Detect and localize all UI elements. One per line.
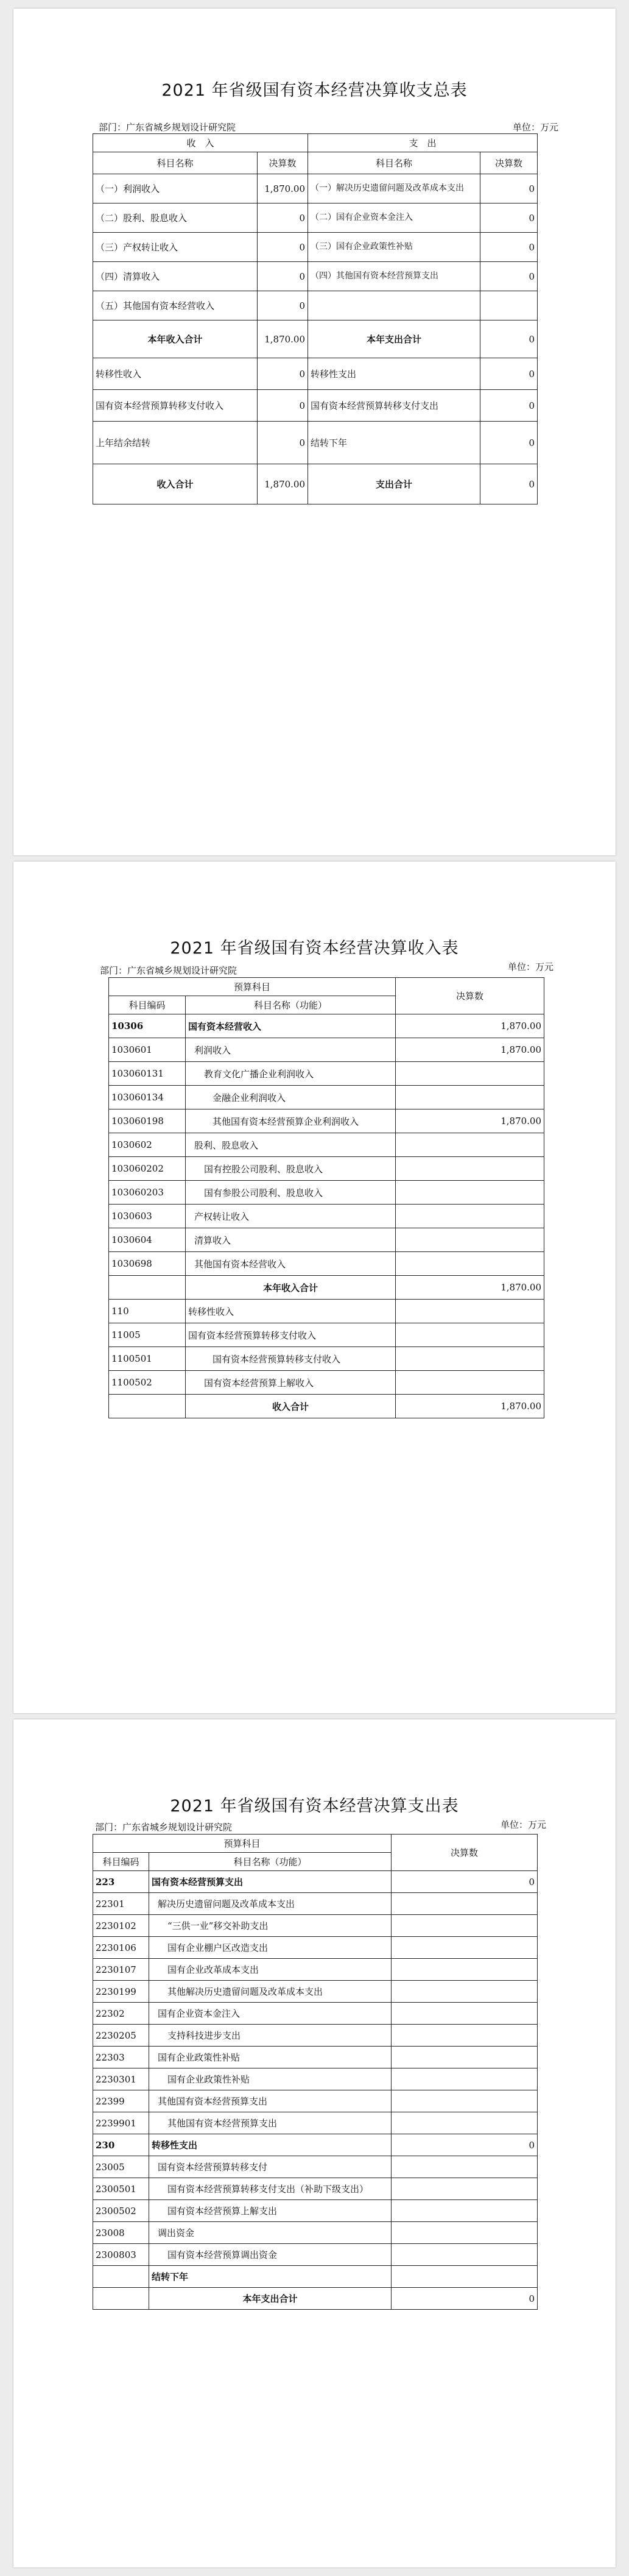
subject-name: 收入合计 bbox=[186, 1395, 396, 1418]
subject-name: 本年支出合计 bbox=[149, 2288, 392, 2310]
subject-code: 22399 bbox=[93, 2090, 149, 2112]
table-row bbox=[109, 1038, 544, 1062]
table-row bbox=[109, 1062, 544, 1086]
subject-name: 支持科技进步支出 bbox=[149, 2025, 392, 2047]
expense-amount: 0 bbox=[480, 390, 538, 422]
subject-amount bbox=[396, 1205, 544, 1228]
income-item: 国有资本经营预算转移支付收入 bbox=[93, 390, 258, 422]
expense-sheet bbox=[13, 1719, 616, 2567]
code-header: 科目编码 bbox=[109, 996, 186, 1014]
subject-name: 国有参股公司股利、股息收入 bbox=[186, 1181, 396, 1205]
expense-item: （二）国有企业资本金注入 bbox=[308, 203, 480, 233]
subject-amount bbox=[396, 1062, 544, 1086]
table-row bbox=[93, 1959, 538, 1981]
subject-name: 国有控股公司股利、股息收入 bbox=[186, 1157, 396, 1181]
expense-amount: 0 bbox=[480, 233, 538, 262]
subject-amount bbox=[392, 2266, 538, 2288]
income-amount: 0 bbox=[258, 358, 308, 390]
subject-name: 国有企业资本金注入 bbox=[149, 2003, 392, 2025]
subject-amount: 1,870.00 bbox=[396, 1014, 544, 1038]
subject-amount bbox=[396, 1228, 544, 1252]
subject-name: 转移性支出 bbox=[149, 2134, 392, 2156]
subject-code: 103060198 bbox=[109, 1109, 186, 1133]
income-item: 上年结余结转 bbox=[93, 422, 258, 464]
expense-amount: 0 bbox=[480, 422, 538, 464]
summary-table bbox=[93, 133, 538, 504]
table-row bbox=[93, 1915, 538, 1937]
subject-amount bbox=[392, 1915, 538, 1937]
table-row bbox=[93, 390, 538, 422]
expense-amount bbox=[480, 291, 538, 320]
income-item: （二）股利、股息收入 bbox=[93, 203, 258, 233]
expense-item: （一）解决历史遗留问题及改革成本支出 bbox=[308, 174, 480, 203]
subject-name: 调出资金 bbox=[149, 2222, 392, 2244]
subject-amount bbox=[392, 2222, 538, 2244]
table-row bbox=[93, 2266, 538, 2288]
table-row bbox=[93, 358, 538, 390]
table-row bbox=[93, 2112, 538, 2134]
subject-code: 1100501 bbox=[109, 1347, 186, 1371]
org-label: 部门：广东省城乡规划设计研究院 bbox=[95, 1822, 233, 1833]
subject-name: 国有资本经营预算上解收入 bbox=[186, 1371, 396, 1395]
subject-code bbox=[109, 1276, 186, 1300]
amount-header: 决算数 bbox=[392, 1835, 538, 1871]
subject-name: 其他国有资本经营预算企业利润收入 bbox=[186, 1109, 396, 1133]
grand-expense-value: 0 bbox=[480, 464, 538, 504]
subject-name: 其他国有资本经营预算支出 bbox=[149, 2112, 392, 2134]
subject-code: 1030602 bbox=[109, 1133, 186, 1157]
subject-name: 解决历史遗留问题及改革成本支出 bbox=[149, 1893, 392, 1915]
subject-name: 金融企业利润收入 bbox=[186, 1086, 396, 1109]
income-item: （四）清算收入 bbox=[93, 262, 258, 291]
expense-amount: 0 bbox=[480, 174, 538, 203]
subject-name: 利润收入 bbox=[186, 1038, 396, 1062]
subject-name: “三供一业”移交补助支出 bbox=[149, 1915, 392, 1937]
income-subject-header: 科目名称 bbox=[93, 152, 258, 174]
expense-amount: 0 bbox=[480, 358, 538, 390]
subject-code: 22303 bbox=[93, 2047, 149, 2068]
unit-label: 单位：万元 bbox=[513, 122, 559, 133]
subject-name: 国有资本经营预算上解支出 bbox=[149, 2200, 392, 2222]
subject-code: 2300803 bbox=[93, 2244, 149, 2266]
expense-table bbox=[93, 1834, 538, 2310]
income-amount: 0 bbox=[258, 262, 308, 291]
subject-amount bbox=[392, 2090, 538, 2112]
table-row bbox=[93, 2200, 538, 2222]
org-label: 部门：广东省城乡规划设计研究院 bbox=[100, 965, 237, 976]
table-row bbox=[93, 1937, 538, 1959]
subject-code: 1100502 bbox=[109, 1371, 186, 1395]
table-row bbox=[109, 1133, 544, 1157]
table-row bbox=[93, 2047, 538, 2068]
income-item: （五）其他国有资本经营收入 bbox=[93, 291, 258, 320]
subject-amount bbox=[396, 1133, 544, 1157]
unit-label: 单位：万元 bbox=[508, 961, 554, 972]
subject-amount bbox=[392, 1893, 538, 1915]
subject-code: 23008 bbox=[93, 2222, 149, 2244]
grand-income-value: 1,870.00 bbox=[258, 464, 308, 504]
income-amount: 0 bbox=[258, 390, 308, 422]
subject-amount: 1,870.00 bbox=[396, 1038, 544, 1062]
income-item: （三）产权转让收入 bbox=[93, 233, 258, 262]
table-row bbox=[93, 203, 538, 233]
name-header: 科目名称（功能） bbox=[186, 996, 396, 1014]
budget-subject-header: 预算科目 bbox=[93, 1835, 392, 1853]
subject-amount bbox=[392, 2025, 538, 2047]
unit-label: 单位：万元 bbox=[501, 1819, 547, 1830]
subject-name: 国有资本经营预算转移支付收入 bbox=[186, 1347, 396, 1371]
subject-amount bbox=[392, 2244, 538, 2266]
total-income-label: 本年收入合计 bbox=[93, 320, 258, 358]
total-expense-value: 0 bbox=[480, 320, 538, 358]
table-row bbox=[109, 1252, 544, 1276]
grand-income-label: 收入合计 bbox=[93, 464, 258, 504]
subject-name: 国有企业棚户区改造支出 bbox=[149, 1937, 392, 1959]
subject-name: 国有企业政策性补贴 bbox=[149, 2068, 392, 2090]
subject-code: 2230199 bbox=[93, 1981, 149, 2003]
income-table bbox=[108, 977, 544, 1418]
table-row bbox=[93, 2288, 538, 2310]
subject-name: 结转下年 bbox=[149, 2266, 392, 2288]
subject-code: 223 bbox=[93, 1871, 149, 1893]
subject-code: 2230205 bbox=[93, 2025, 149, 2047]
subject-amount: 1,870.00 bbox=[396, 1109, 544, 1133]
subject-amount bbox=[396, 1347, 544, 1371]
subject-name: 国有资本经营收入 bbox=[186, 1014, 396, 1038]
subject-name: 转移性收入 bbox=[186, 1300, 396, 1323]
table-row bbox=[93, 1871, 538, 1893]
subject-name: 其他解决历史遗留问题及改革成本支出 bbox=[149, 1981, 392, 2003]
subject-code: 103060131 bbox=[109, 1062, 186, 1086]
subject-code: 23005 bbox=[93, 2156, 149, 2178]
table-row bbox=[109, 1371, 544, 1395]
subject-amount: 0 bbox=[392, 2134, 538, 2156]
income-amount: 0 bbox=[258, 422, 308, 464]
subject-amount bbox=[392, 2156, 538, 2178]
table-row bbox=[109, 1109, 544, 1133]
subject-amount bbox=[392, 2003, 538, 2025]
subject-amount bbox=[392, 1981, 538, 2003]
table-row bbox=[109, 1276, 544, 1300]
income-header: 收 入 bbox=[93, 134, 308, 152]
subject-code: 2230106 bbox=[93, 1937, 149, 1959]
table-row bbox=[93, 233, 538, 262]
subject-name: 教育文化广播企业利润收入 bbox=[186, 1062, 396, 1086]
code-header: 科目编码 bbox=[93, 1853, 149, 1871]
org-label: 部门：广东省城乡规划设计研究院 bbox=[99, 122, 236, 133]
subject-code: 10306 bbox=[109, 1014, 186, 1038]
subject-code: 103060203 bbox=[109, 1181, 186, 1205]
income-item: 转移性收入 bbox=[93, 358, 258, 390]
page-title: 2021 年省级国有资本经营决算收入表 bbox=[170, 939, 459, 958]
subject-amount bbox=[392, 2112, 538, 2134]
table-row bbox=[93, 2178, 538, 2200]
expense-item: 国有资本经营预算转移支付支出 bbox=[308, 390, 480, 422]
amount-header: 决算数 bbox=[396, 978, 544, 1014]
subject-name: 其他国有资本经营预算支出 bbox=[149, 2090, 392, 2112]
income-sheet bbox=[13, 862, 616, 1713]
subject-code: 2300501 bbox=[93, 2178, 149, 2200]
table-row bbox=[93, 2134, 538, 2156]
subject-name: 国有资本经营预算调出资金 bbox=[149, 2244, 392, 2266]
expense-subject-header: 科目名称 bbox=[308, 152, 480, 174]
subject-name: 国有资本经营预算支出 bbox=[149, 1871, 392, 1893]
subject-code: 22302 bbox=[93, 2003, 149, 2025]
subject-code: 2230301 bbox=[93, 2068, 149, 2090]
subject-amount bbox=[396, 1323, 544, 1347]
subject-code bbox=[93, 2288, 149, 2310]
grand-expense-label: 支出合计 bbox=[308, 464, 480, 504]
income-amount-header: 决算数 bbox=[258, 152, 308, 174]
name-header: 科目名称（功能） bbox=[149, 1853, 392, 1871]
table-row bbox=[93, 422, 538, 464]
table-row bbox=[93, 2244, 538, 2266]
table-row bbox=[109, 1228, 544, 1252]
subject-amount bbox=[396, 1252, 544, 1276]
total-expense-label: 本年支出合计 bbox=[308, 320, 480, 358]
subject-code: 2230107 bbox=[93, 1959, 149, 1981]
expense-amount-header: 决算数 bbox=[480, 152, 538, 174]
subject-amount: 0 bbox=[392, 1871, 538, 1893]
subject-name: 股利、股息收入 bbox=[186, 1133, 396, 1157]
subject-amount bbox=[396, 1300, 544, 1323]
subject-code: 2300502 bbox=[93, 2200, 149, 2222]
subject-amount bbox=[396, 1157, 544, 1181]
subject-name: 国有资本经营预算转移支付支出（补助下级支出） bbox=[149, 2178, 392, 2200]
budget-subject-header: 预算科目 bbox=[109, 978, 396, 996]
subject-amount bbox=[392, 2047, 538, 2068]
subject-amount bbox=[392, 1937, 538, 1959]
subject-code bbox=[93, 2266, 149, 2288]
subject-amount bbox=[392, 2068, 538, 2090]
expense-amount: 0 bbox=[480, 203, 538, 233]
table-row bbox=[93, 291, 538, 320]
table-row bbox=[93, 2090, 538, 2112]
income-item: （一）利润收入 bbox=[93, 174, 258, 203]
table-row bbox=[109, 1395, 544, 1418]
income-amount: 0 bbox=[258, 233, 308, 262]
total-income-value: 1,870.00 bbox=[258, 320, 308, 358]
subject-code: 2230102 bbox=[93, 1915, 149, 1937]
subject-code: 1030601 bbox=[109, 1038, 186, 1062]
subject-code: 110 bbox=[109, 1300, 186, 1323]
table-row bbox=[109, 1347, 544, 1371]
subject-name: 国有资本经营预算转移支付收入 bbox=[186, 1323, 396, 1347]
page-title: 2021 年省级国有资本经营决算支出表 bbox=[170, 1797, 459, 1816]
subject-code: 22301 bbox=[93, 1893, 149, 1915]
subject-code: 103060202 bbox=[109, 1157, 186, 1181]
table-row bbox=[109, 1086, 544, 1109]
table-row bbox=[93, 1981, 538, 2003]
subject-code: 1030603 bbox=[109, 1205, 186, 1228]
expense-item: 转移性支出 bbox=[308, 358, 480, 390]
expense-item: （四）其他国有资本经营预算支出 bbox=[308, 262, 480, 291]
table-row bbox=[109, 1205, 544, 1228]
table-row bbox=[93, 262, 538, 291]
expense-item bbox=[308, 291, 480, 320]
table-row bbox=[93, 1893, 538, 1915]
subject-code bbox=[109, 1395, 186, 1418]
income-amount: 1,870.00 bbox=[258, 174, 308, 203]
page-title: 2021 年省级国有资本经营决算收支总表 bbox=[161, 81, 468, 100]
subject-code: 1030698 bbox=[109, 1252, 186, 1276]
table-row bbox=[93, 174, 538, 203]
income-amount: 0 bbox=[258, 203, 308, 233]
subject-amount: 1,870.00 bbox=[396, 1395, 544, 1418]
expense-item: （三）国有企业政策性补贴 bbox=[308, 233, 480, 262]
subject-code: 230 bbox=[93, 2134, 149, 2156]
subject-amount: 1,870.00 bbox=[396, 1276, 544, 1300]
subject-amount: 0 bbox=[392, 2288, 538, 2310]
subject-code: 1030604 bbox=[109, 1228, 186, 1252]
subject-amount bbox=[396, 1181, 544, 1205]
expense-amount: 0 bbox=[480, 262, 538, 291]
subject-name: 清算收入 bbox=[186, 1228, 396, 1252]
table-row bbox=[109, 1157, 544, 1181]
subject-name: 国有资本经营预算转移支付 bbox=[149, 2156, 392, 2178]
table-row bbox=[93, 2003, 538, 2025]
subject-code: 103060134 bbox=[109, 1086, 186, 1109]
table-row bbox=[93, 2222, 538, 2244]
subject-amount bbox=[392, 2178, 538, 2200]
income-amount: 0 bbox=[258, 291, 308, 320]
table-row bbox=[109, 1300, 544, 1323]
expense-item: 结转下年 bbox=[308, 422, 480, 464]
subject-name: 其他国有资本经营收入 bbox=[186, 1252, 396, 1276]
table-row bbox=[93, 2156, 538, 2178]
summary-sheet bbox=[13, 9, 616, 855]
table-row bbox=[109, 1014, 544, 1038]
table-row bbox=[109, 1181, 544, 1205]
expense-header: 支 出 bbox=[308, 134, 538, 152]
subject-code: 2239901 bbox=[93, 2112, 149, 2134]
table-row bbox=[93, 2068, 538, 2090]
subject-amount bbox=[396, 1086, 544, 1109]
subject-name: 产权转让收入 bbox=[186, 1205, 396, 1228]
subject-code: 11005 bbox=[109, 1323, 186, 1347]
subject-name: 国有企业改革成本支出 bbox=[149, 1959, 392, 1981]
table-row bbox=[93, 2025, 538, 2047]
table-row bbox=[109, 1323, 544, 1347]
subject-name: 本年收入合计 bbox=[186, 1276, 396, 1300]
subject-amount bbox=[392, 2200, 538, 2222]
subject-amount bbox=[392, 1959, 538, 1981]
subject-name: 国有企业政策性补贴 bbox=[149, 2047, 392, 2068]
subject-amount bbox=[396, 1371, 544, 1395]
